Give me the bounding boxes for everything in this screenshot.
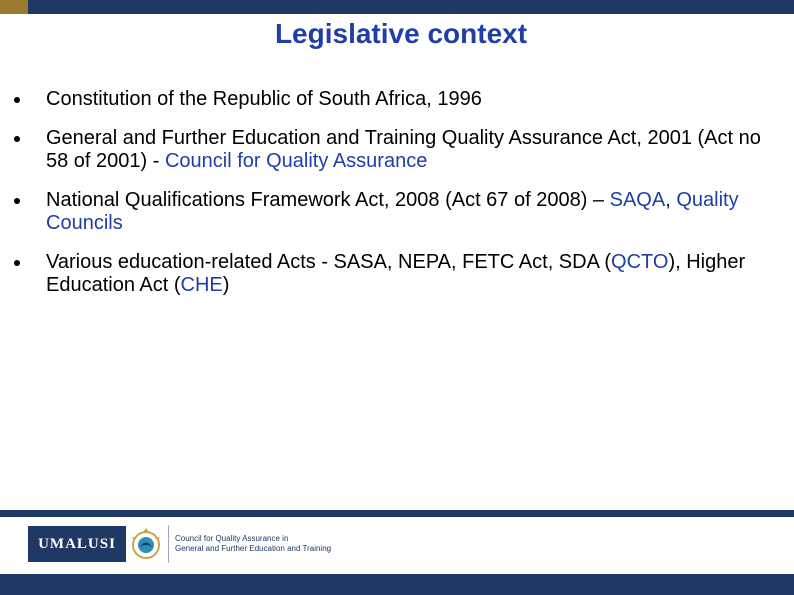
bullet-part: ), Higher Education Act ( — [46, 251, 746, 296]
umalusi-emblem-icon — [130, 526, 162, 562]
bottom-band — [0, 574, 794, 595]
bullet-list — [0, 88, 794, 313]
logo-divider — [168, 525, 169, 563]
footer-rule — [0, 510, 794, 517]
tagline-line: Council for Quality Assurance in — [175, 534, 289, 543]
bullet-part: Constitution of the Republic of South Africa, 1996 — [46, 88, 482, 110]
bullet-dot-icon — [14, 136, 20, 142]
slide-title: Legislative context — [274, 18, 528, 49]
bullet-part: National Qualifications Framework Act, 2008 (Act 67 of 2008) – — [46, 189, 610, 211]
bullet-dot-icon — [14, 260, 20, 266]
bullet-text — [46, 88, 482, 110]
bullet-part: , — [665, 189, 677, 211]
top-band — [0, 0, 794, 14]
bullet-highlight: QCTO — [611, 251, 669, 273]
bullet-highlight: CHE — [180, 274, 223, 296]
bullet-item — [0, 189, 794, 235]
bullet-item — [0, 127, 794, 173]
bullet-highlight: SAQA — [609, 189, 666, 211]
bullet-highlight: Quality Councils — [46, 189, 739, 234]
top-accent — [0, 0, 28, 14]
bullet-text — [46, 127, 761, 172]
bullet-part: Various education-related Acts - SASA, NEPA, FETC Act, SDA ( — [46, 251, 612, 273]
footer-logo — [28, 524, 331, 564]
bullet-part: ) — [222, 274, 230, 296]
footer-tagline — [175, 534, 331, 554]
umalusi-logo: UMALUSI — [28, 526, 126, 562]
bullet-text — [46, 251, 745, 296]
tagline-line: General and Further Education and Training — [175, 544, 332, 553]
bullet-dot-icon — [14, 97, 20, 103]
bullet-part: General and Further Education and Training Quality Assurance Act, 2001 (Act no 58 of 2001) - — [46, 127, 761, 172]
bullet-item — [0, 251, 794, 297]
bullet-text — [46, 189, 739, 234]
bullet-dot-icon — [14, 198, 20, 204]
bullet-highlight: Council for Quality Assurance — [164, 150, 428, 172]
bullet-item — [0, 88, 794, 111]
